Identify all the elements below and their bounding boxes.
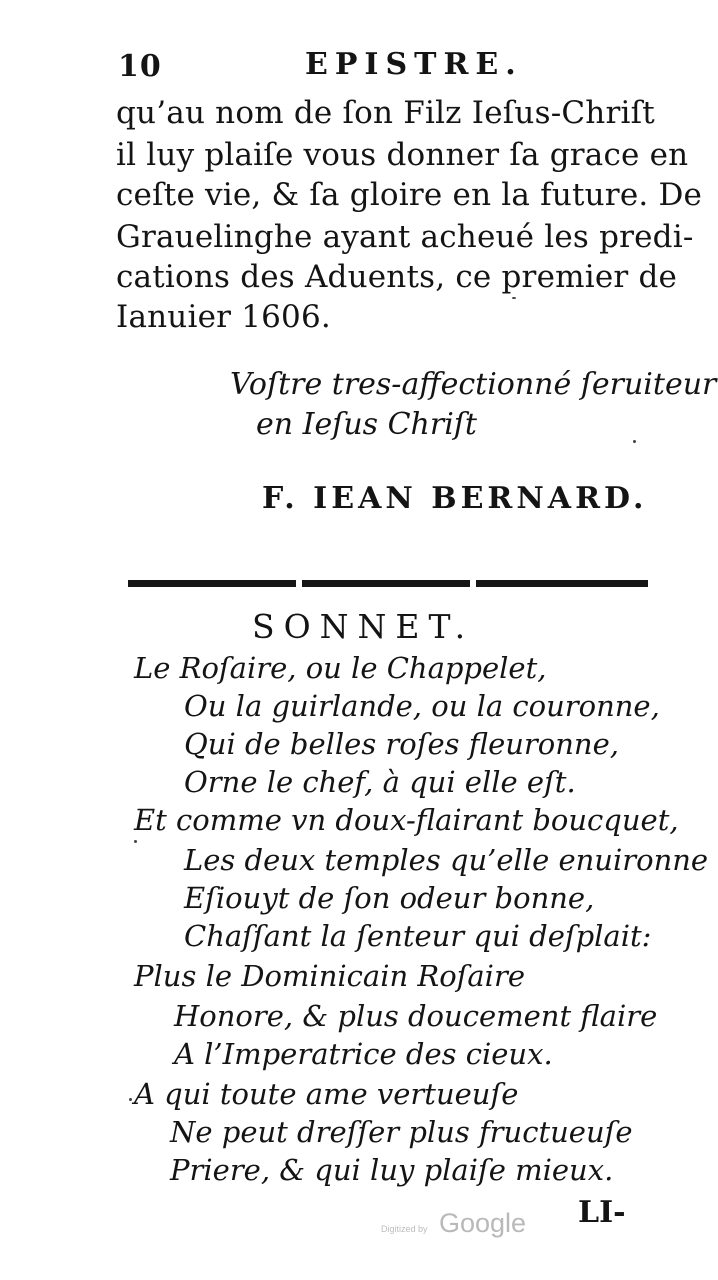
sonnet-line: Plus le Dominicain Roſaire [134,959,525,993]
catchword: LI- [578,1195,626,1230]
epistle-line: qu’au nom de ſon Filz Ieſus-Chriſt [116,95,655,131]
scan-speck [633,440,636,443]
divider-rule [476,580,648,587]
sonnet-line: Ou la guirlande, ou la couronne, [184,689,660,723]
signature: F. IEAN BERNARD. [262,481,648,516]
epistle-line: ceſte vie, & ſa gloire en la future. De [116,177,703,213]
sonnet-line: Honore, & plus doucement flaire [174,999,658,1033]
watermark-small-text: Digitized by [381,1224,428,1234]
sonnet-line: A l’Imperatrice des cieux. [174,1037,553,1071]
scan-speck [512,297,516,299]
sonnet-line: Qui de belles roſes fleuronne, [184,727,619,761]
sonnet-line: Les deux temples qu’elle enuironne [184,843,709,877]
divider-rule [128,580,296,587]
epistle-line: Grauelinghe ayant acheué les predi- [116,219,694,255]
scan-speck [134,840,137,843]
sonnet-line: Le Roſaire, ou le Chappelet, [134,651,547,685]
epistle-line: il luy plaiſe vous donner ſa grace en [116,137,689,173]
scan-speck [129,1098,132,1101]
closing-line: en Ieſus Chriſt [256,407,477,442]
sonnet-title: SONNET. [252,607,475,646]
running-title: EPISTRE. [305,47,523,82]
google-watermark [381,1208,531,1244]
closing-line: Voſtre tres-affectionné ſeruiteur [230,367,717,402]
sonnet-line: Ne peut dreſſer plus fructueuſe [170,1115,633,1149]
sonnet-line: Orne le chef, à qui elle eſt. [184,765,576,799]
epistle-line: cations des Aduents, ce premier de [116,259,678,295]
sonnet-line: Chaſſant la ſenteur qui deſplait: [184,919,652,953]
sonnet-line: Eſiouyt de ſon odeur bonne, [184,881,595,915]
google-logo: Google [439,1208,527,1238]
sonnet-line: A qui toute ame vertueuſe [134,1077,519,1111]
sonnet-line: Et comme vn doux-flairant boucquet, [134,803,679,837]
divider-rule [302,580,470,587]
page-number: 10 [118,49,162,84]
epistle-line: Ianuier 1606. [116,299,331,335]
sonnet-line: Priere, & qui luy plaiſe mieux. [170,1153,614,1187]
